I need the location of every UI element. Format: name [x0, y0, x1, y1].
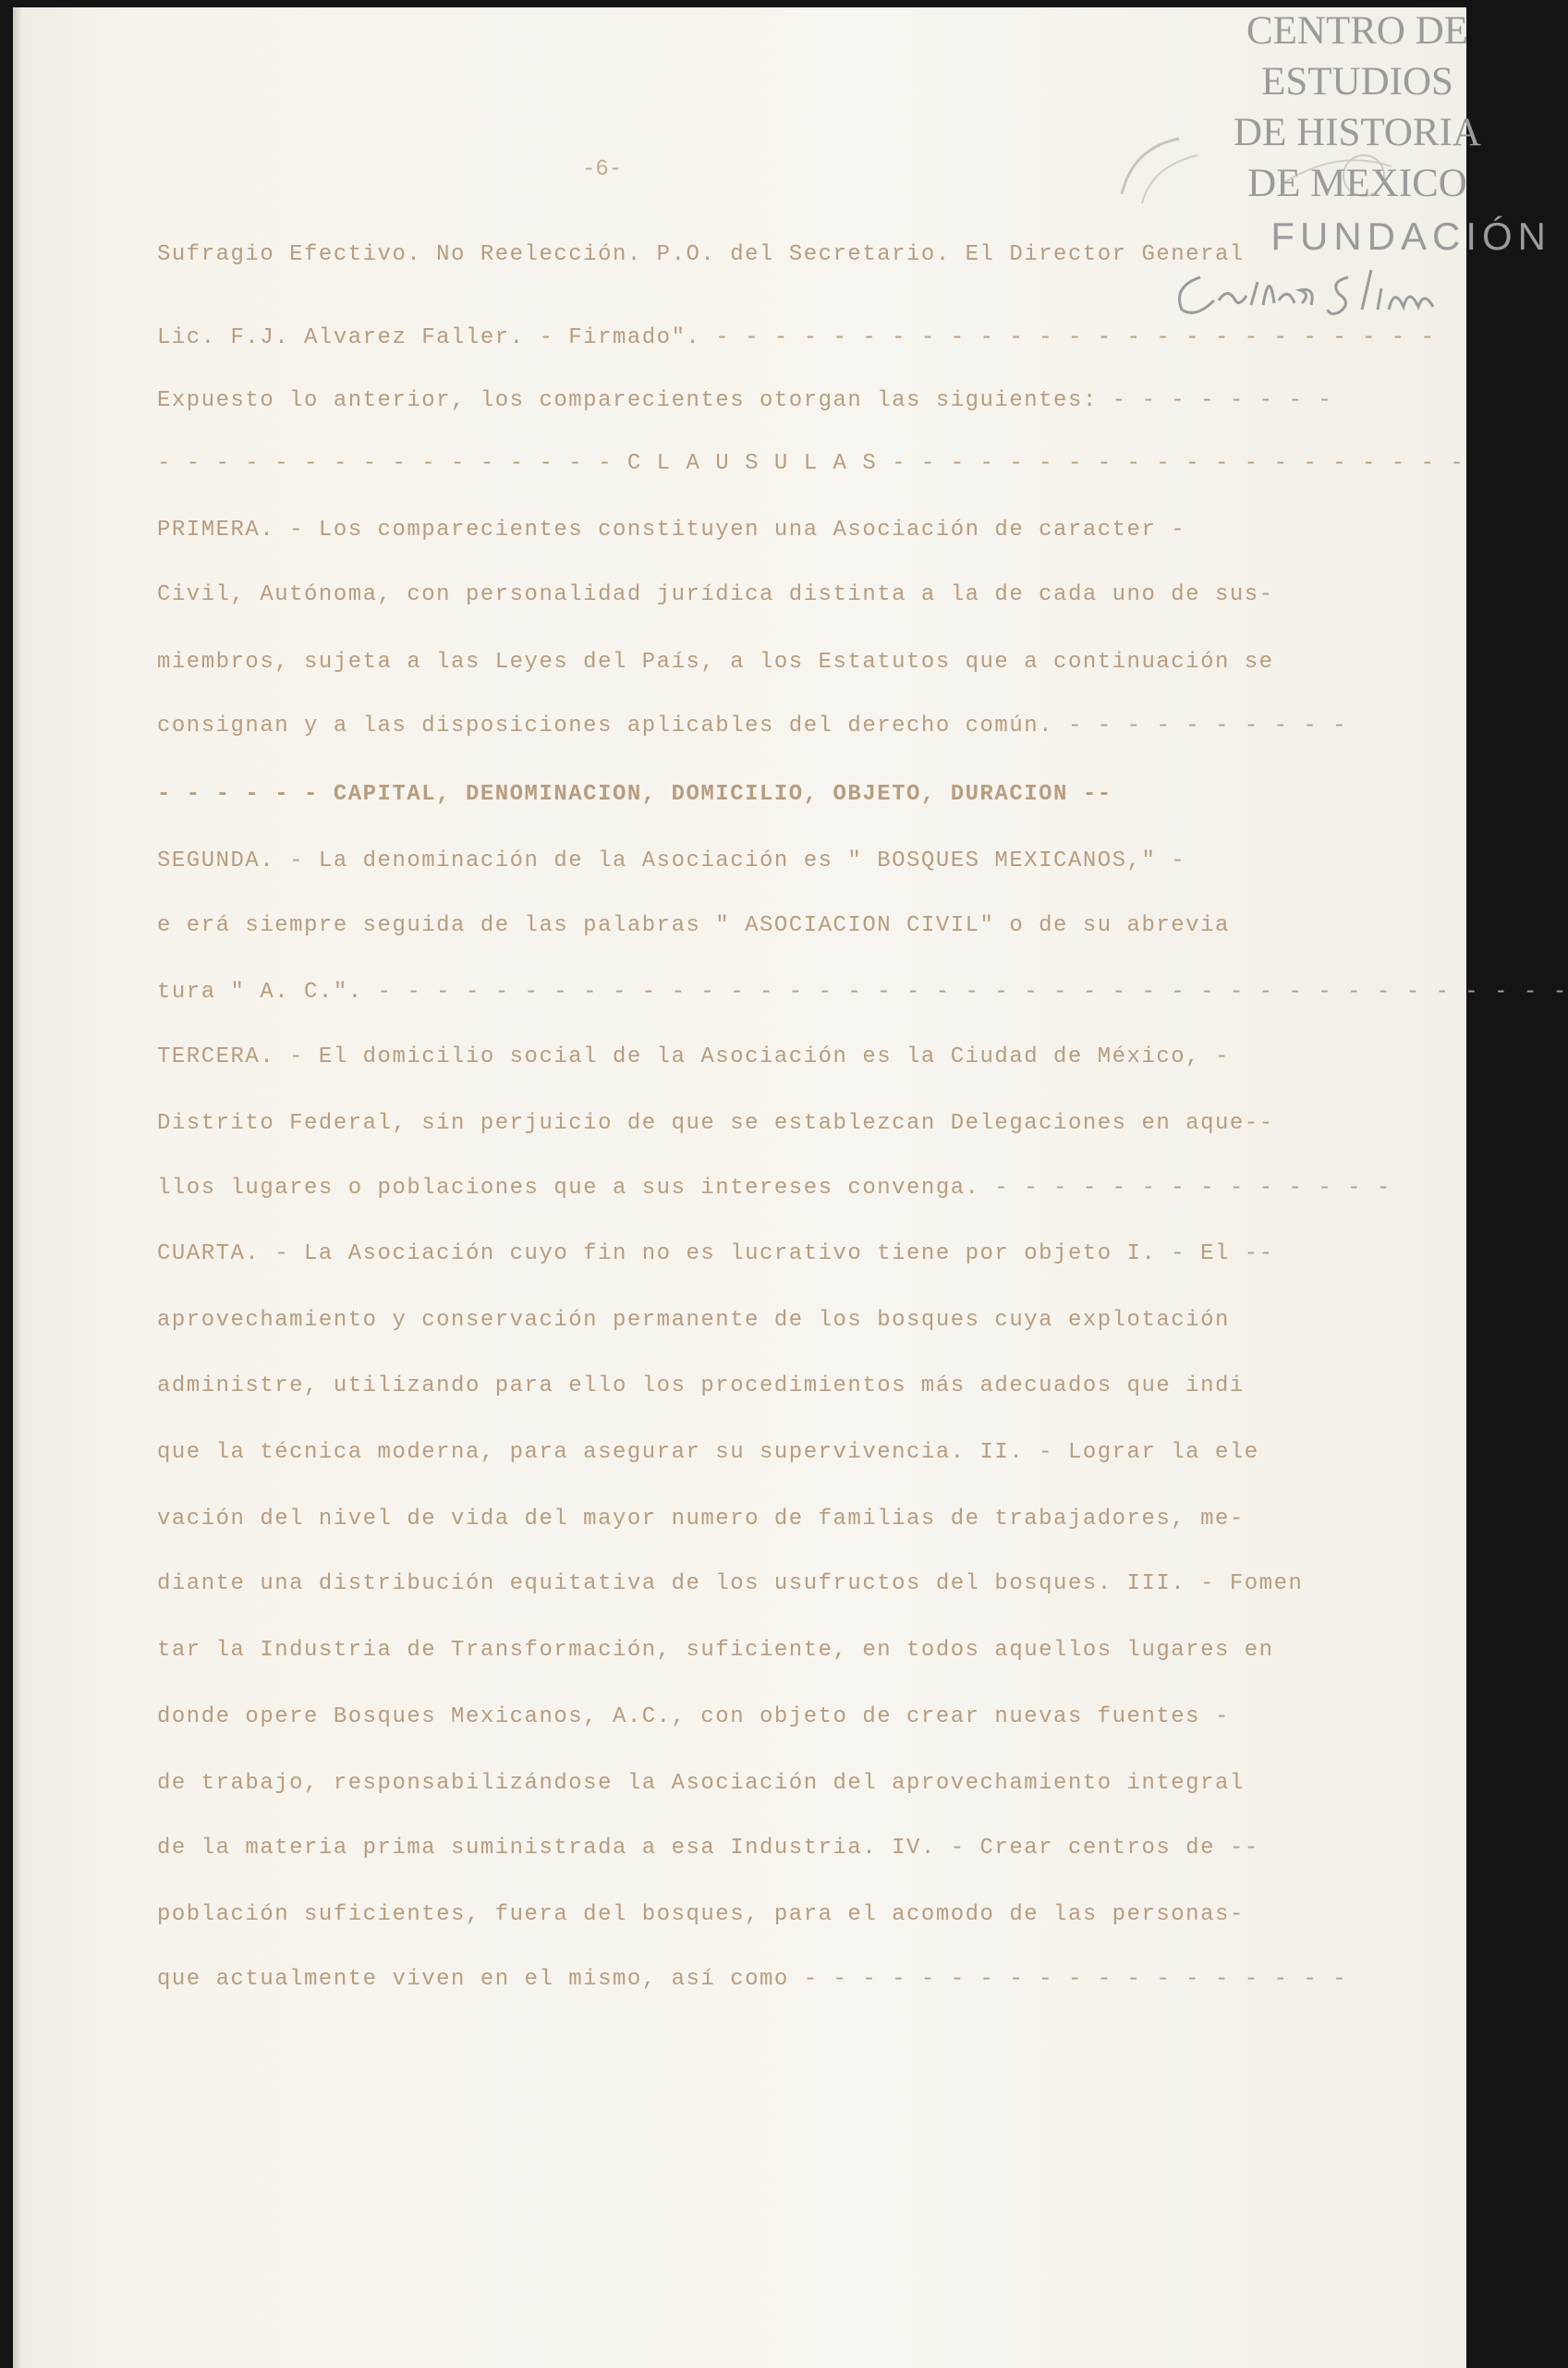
text-line: población suficientes, fuera del bosques, para el acomodo de las personas-: [157, 1902, 1245, 1927]
text-line: donde opere Bosques Mexicanos, A.C., con objeto de crear nuevas fuentes -: [157, 1704, 1230, 1729]
signature-logo: [1163, 259, 1440, 323]
text-line: Civil, Autónoma, con personalidad jurídica distinta a la de cada uno de sus-: [157, 582, 1274, 607]
text-line: que la técnica moderna, para asegurar su supervivencia. II. - Lograr la ele: [157, 1440, 1259, 1465]
text-line: Lic. F.J. Alvarez Faller. - Firmado". - - - - - - - - - - - - - - - - - - - - - - - - -: [157, 325, 1436, 350]
text-line: Expuesto lo anterior, los comparecientes otorgan las siguientes: - - - - - - - -: [157, 388, 1333, 413]
text-line: administre, utilizando para ello los procedimientos más adecuados que indi: [157, 1373, 1245, 1398]
page-number: -6-: [582, 157, 623, 182]
text-line: SEGUNDA. - La denominación de la Asociación es " BOSQUES MEXICANOS," -: [157, 848, 1186, 873]
text-line: de trabajo, responsabilizándose la Asociación del aprovechamiento integral: [157, 1771, 1245, 1796]
archive-watermark: [1163, 6, 1551, 323]
text-line: que actualmente viven en el mismo, así como - - - - - - - - - - - - - - - - - - -: [157, 1967, 1348, 1992]
text-line: PRIMERA. - Los comparecientes constituyen una Asociación de caracter -: [157, 518, 1186, 543]
text-line: llos lugares o poblaciones que a sus intereses convenga. - - - - - - - - - - - - - -: [157, 1176, 1392, 1201]
section-heading: - - - - - - CAPITAL, DENOMINACION, DOMICILIO, OBJETO, DURACION --: [157, 782, 1112, 807]
text-line: tura " A. C.". - - - - - - - - - - - - - - - - - - - - - - - - - - - - - - - - - - - - - - - - -: [157, 980, 1568, 1005]
text-line: Sufragio Efectivo. No Reelección. P.O. del Secretario. El Director General: [157, 242, 1245, 267]
text-line: vación del nivel de vida del mayor numero de familias de trabajadores, me-: [157, 1507, 1245, 1532]
text-line: Distrito Federal, sin perjuicio de que se establezcan Delegaciones en aque--: [157, 1111, 1274, 1136]
text-line: TERCERA. - El domicilio social de la Asociación es la Ciudad de México, -: [157, 1044, 1230, 1069]
text-line: miembros, sujeta a las Leyes del País, a los Estatutos que a continuación se: [157, 650, 1274, 675]
text-line: diante una distribución equitativa de los usufructos del bosques. III. - Fomen: [157, 1571, 1304, 1596]
section-heading: - - - - - - - - - - - - - - - - C L A U S U L A S - - - - - - - - - - - - - - - - - - - -: [157, 451, 1465, 476]
text-line: consignan y a las disposiciones aplicables del derecho común. - - - - - - - - - -: [157, 714, 1348, 738]
watermark-fundacion: FUNDACIÓN: [1270, 214, 1551, 258]
watermark-line: DE HISTORIA: [1234, 111, 1481, 154]
page-shadow: [13, 7, 22, 2368]
text-line: e erá siempre seguida de las palabras " ASOCIACION CIVIL" o de su abrevia: [157, 913, 1230, 938]
text-line: de la materia prima suministrada a esa Industria. IV. - Crear centros de --: [157, 1836, 1259, 1861]
text-line: aprovechamiento y conservación permanente de los bosques cuya explotación: [157, 1308, 1230, 1333]
watermark-line: DE MEXICO: [1247, 162, 1467, 205]
watermark-line: ESTUDIOS: [1261, 60, 1453, 104]
text-line: CUARTA. - La Asociación cuyo fin no es lucrativo tiene por objeto I. - El --: [157, 1241, 1274, 1266]
text-line: tar la Industria de Transformación, suficiente, en todos aquellos lugares en: [157, 1638, 1274, 1663]
watermark-line: CENTRO DE: [1246, 9, 1469, 53]
